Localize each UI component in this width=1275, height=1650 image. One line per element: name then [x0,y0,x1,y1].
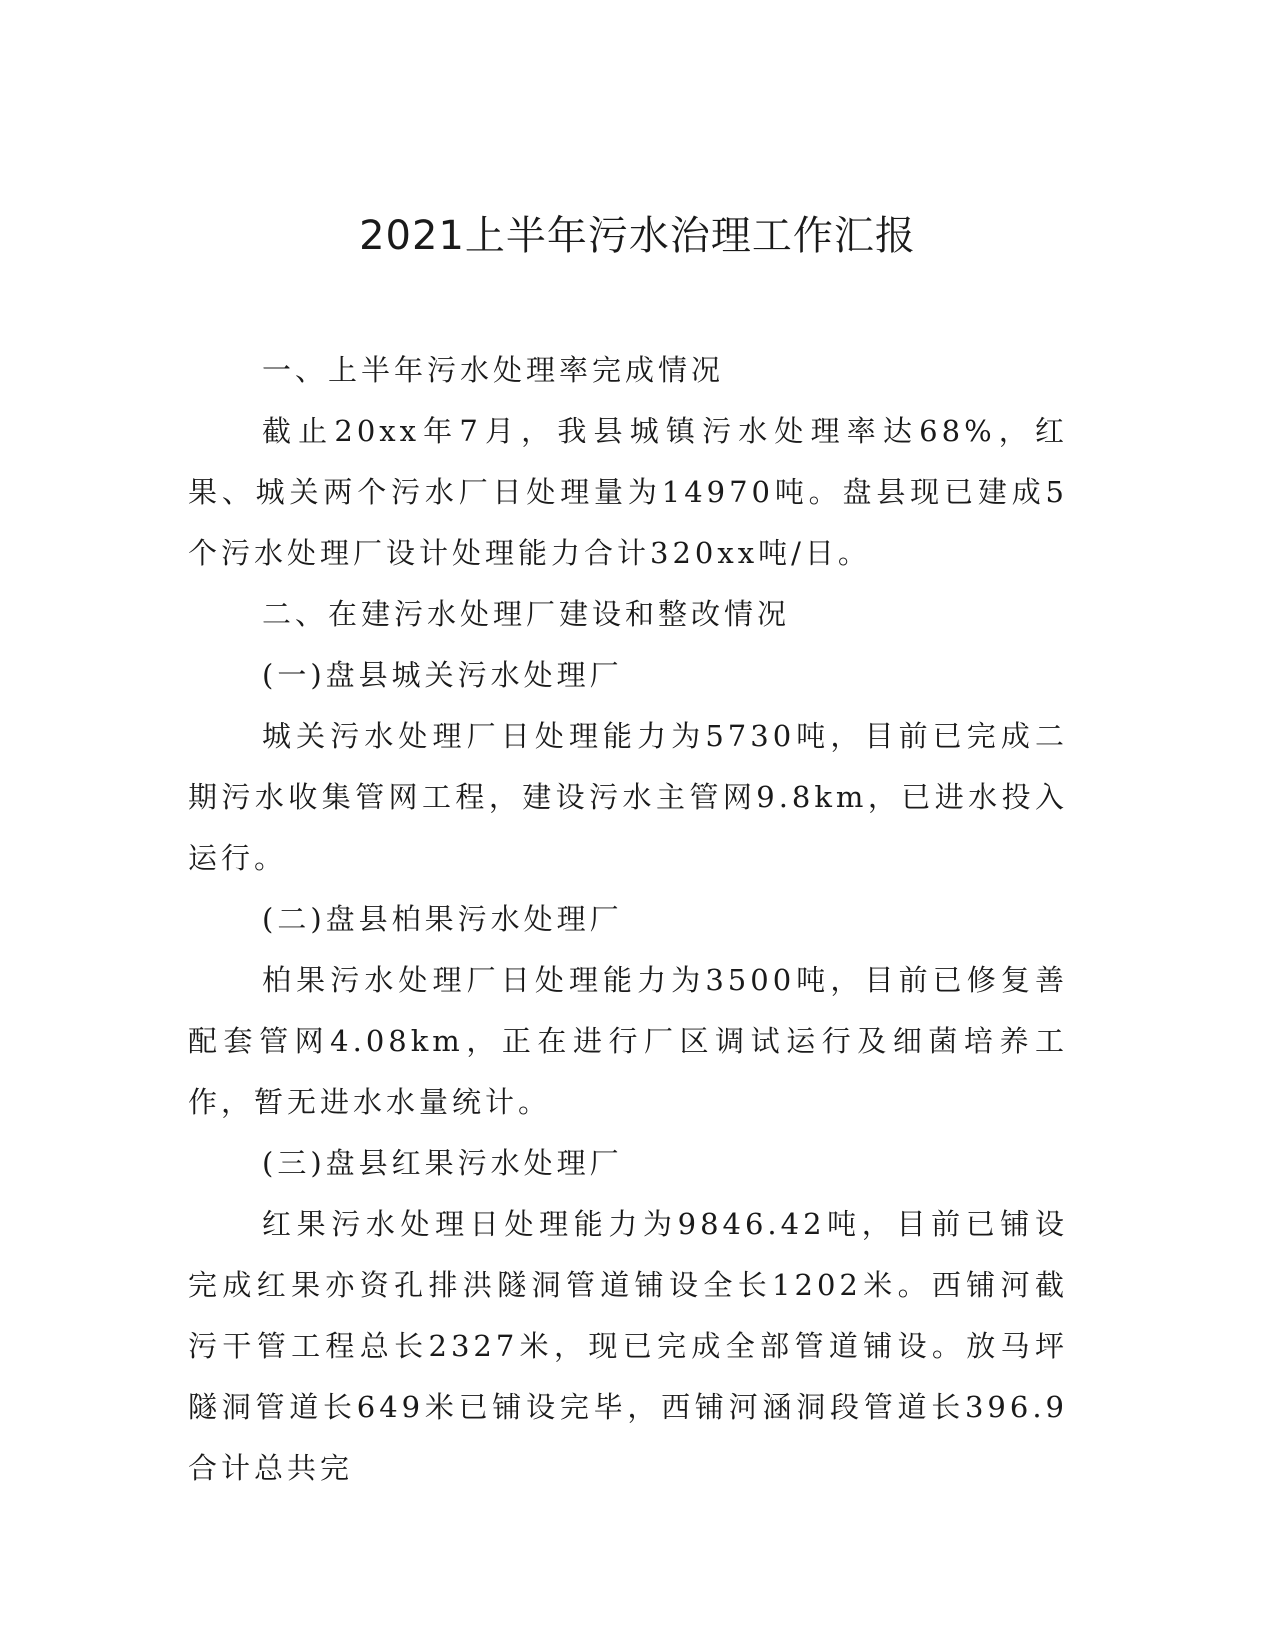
section-heading-2: 二、在建污水处理厂建设和整改情况 [262,597,791,631]
paragraph-baiguo: 柏果污水处理厂日处理能力为3500吨，目前已修复善配套管网4.08km，正在进行厂区调试运行及细菌培养工作，暂无进水水量统计。 [188,963,1068,1119]
subheading-hongguo: (三)盘县红果污水处理厂 [262,1146,623,1180]
section-heading-1: 一、上半年污水处理率完成情况 [262,353,725,387]
subheading-baiguo: (二)盘县柏果污水处理厂 [262,902,623,936]
document-title: 2021上半年污水治理工作汇报 [359,213,916,259]
document-body [188,340,1068,1499]
paragraph-chengguan: 城关污水处理厂日处理能力为5730吨，目前已完成二期污水收集管网工程，建设污水主管网9.8km，已进水投入运行。 [188,719,1068,875]
paragraph-hongguo: 红果污水处理日处理能力为9846.42吨，目前已铺设完成红果亦资孔排洪隧洞管道铺设全长1202米。西铺河截污干管工程总长2327米，现已完成全部管道铺设。放马坪隧洞管道长649米已铺设完毕，西铺河涵洞段管道长396.9合计总共完 [188,1207,1068,1485]
paragraph-treatment-rate: 截止20xx年7月，我县城镇污水处理率达68%，红果、城关两个污水厂日处理量为14970吨。盘县现已建成5个污水处理厂设计处理能力合计320xx吨/日。 [188,414,1068,570]
subheading-chengguan: (一)盘县城关污水处理厂 [262,658,623,692]
